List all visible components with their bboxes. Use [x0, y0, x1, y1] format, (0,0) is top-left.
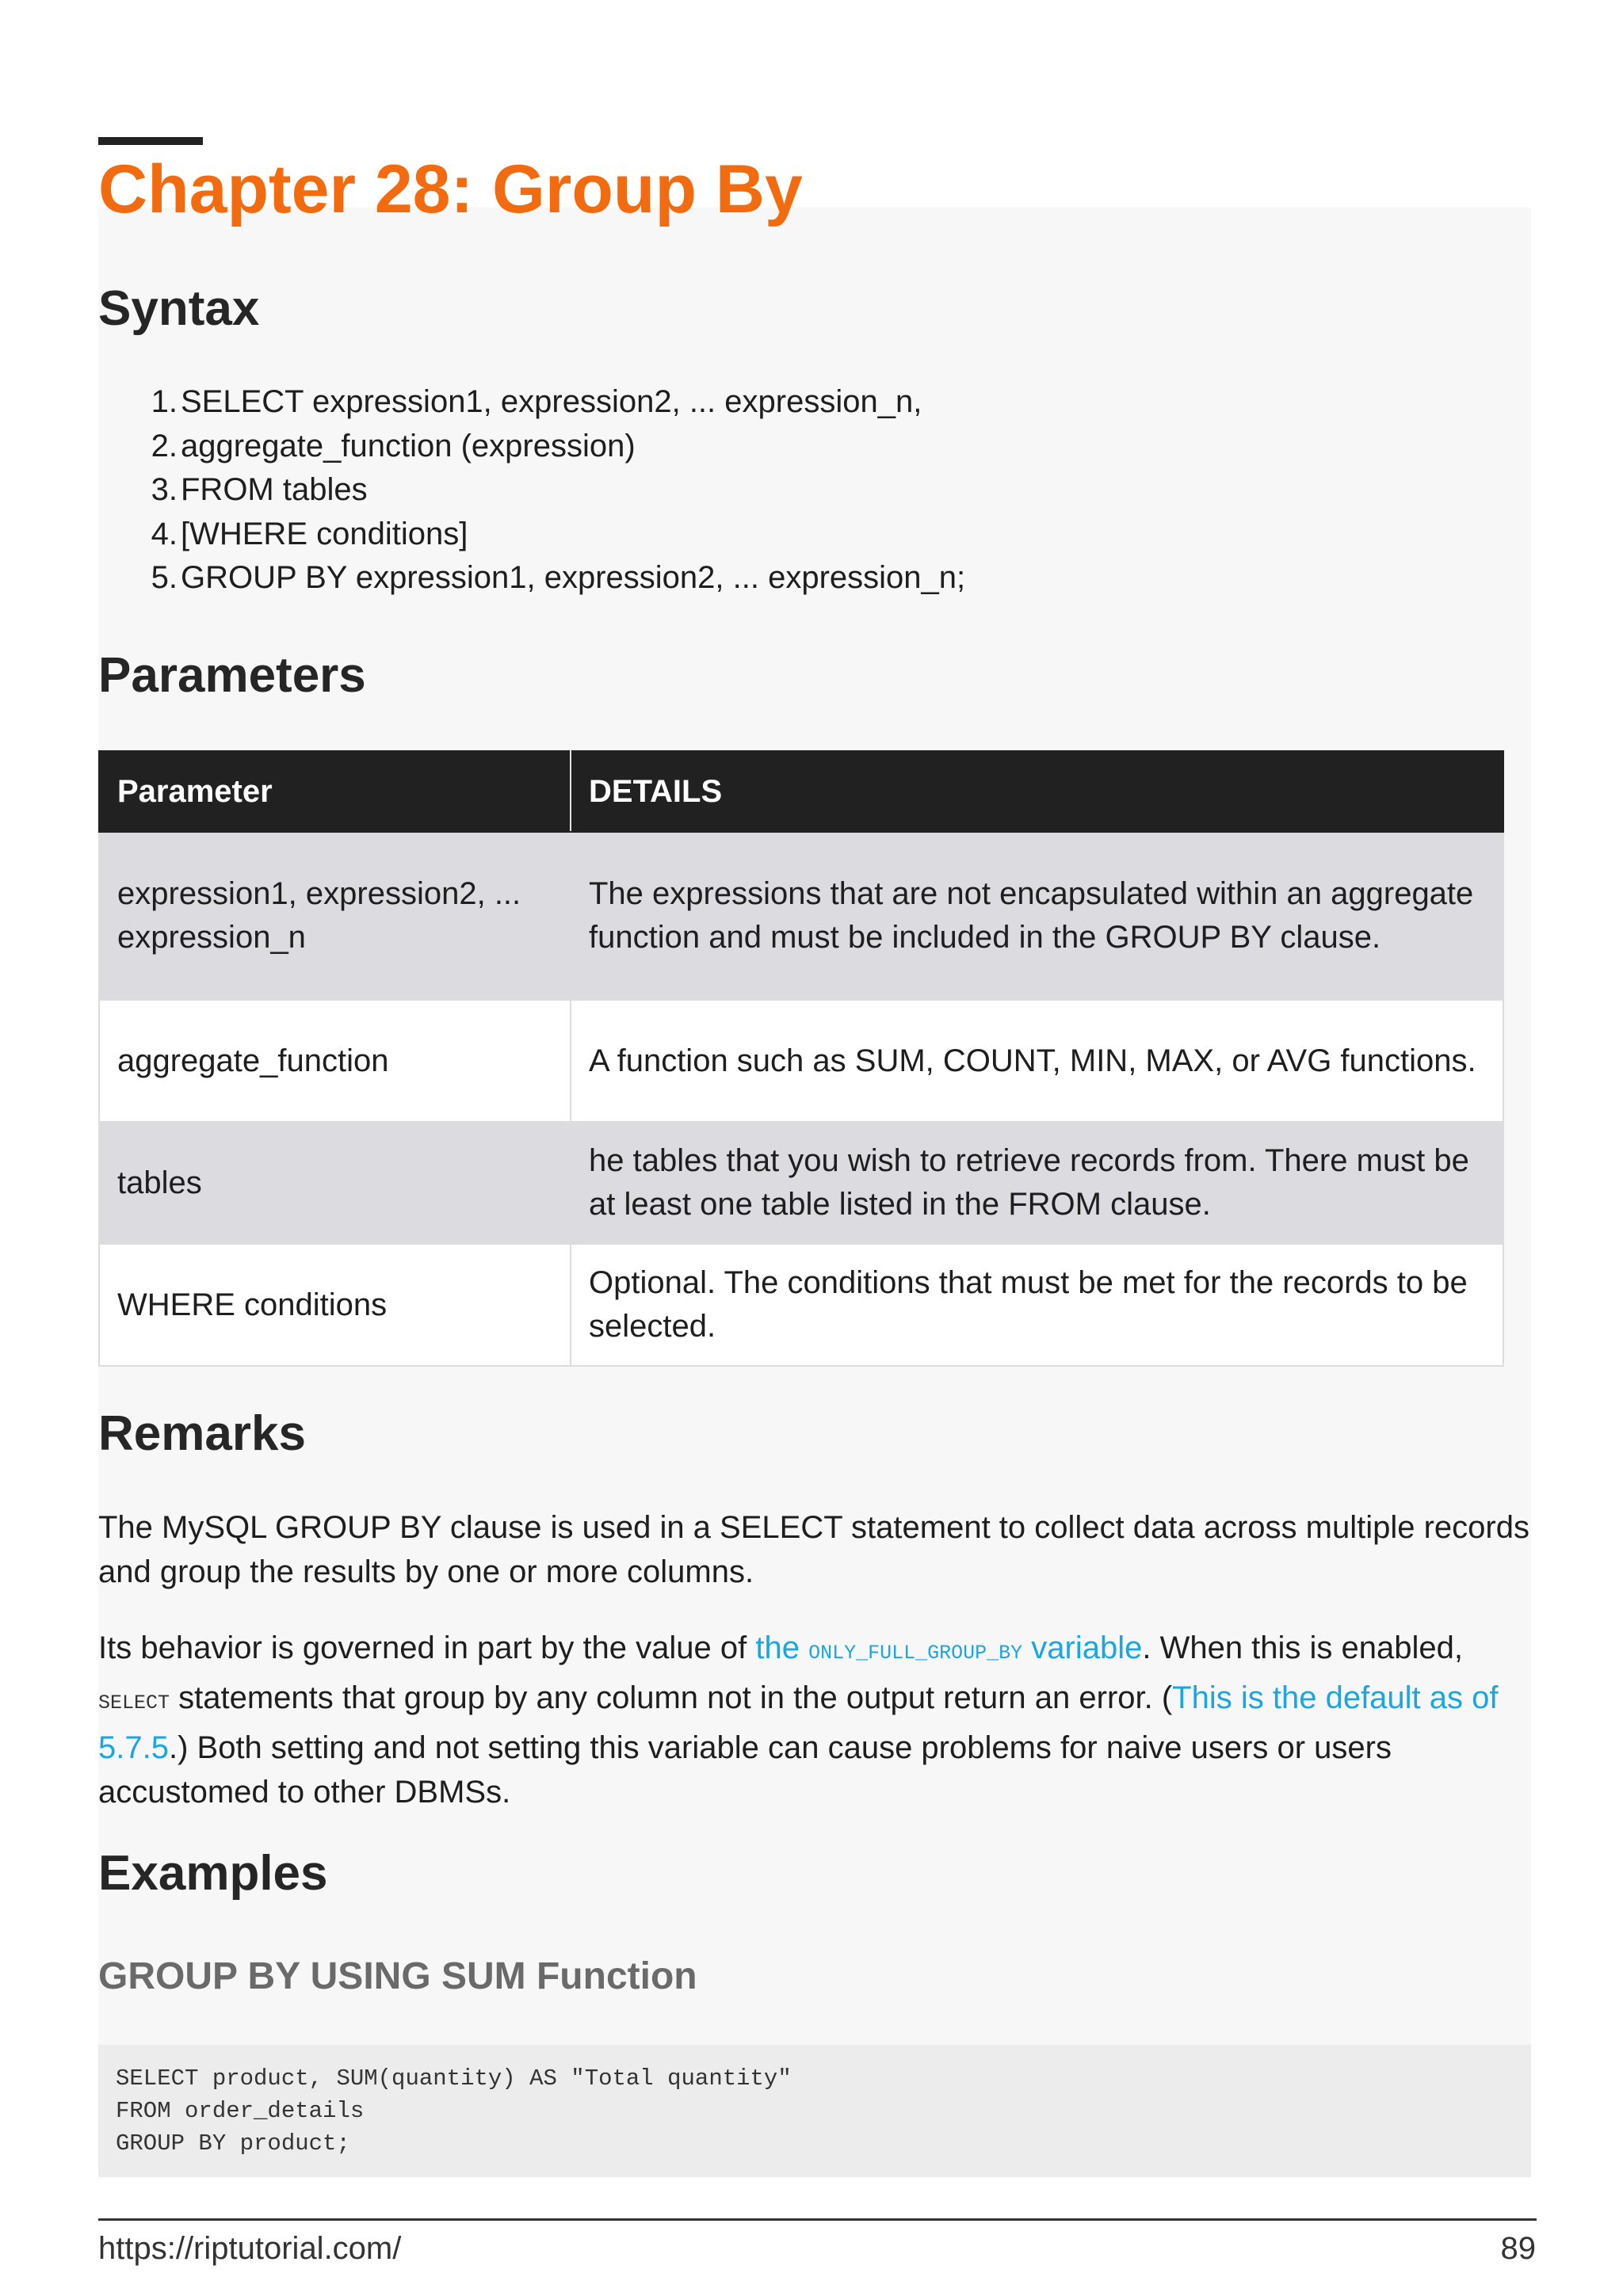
syntax-line: 1. SELECT expression1, expression2, ... expression_n,: [151, 384, 922, 419]
column-header-parameter: Parameter: [99, 751, 571, 832]
syntax-heading: Syntax: [98, 281, 260, 336]
page-number: 89: [1500, 2231, 1536, 2266]
example-subheading: GROUP BY USING SUM Function: [98, 1955, 697, 1997]
default-version-link[interactable]: This is the default as of 5.7.5: [98, 1680, 1499, 1765]
table-row: [99, 832, 1503, 1000]
syntax-list: [98, 380, 965, 601]
syntax-line: 4. [WHERE conditions]: [151, 516, 468, 551]
only-full-group-by-link[interactable]: the ONLY_FULL_GROUP_BY variable: [755, 1630, 1143, 1665]
table-row: [99, 1122, 1503, 1244]
parameters-table: [98, 750, 1504, 1367]
syntax-line: 2. aggregate_function (expression): [151, 428, 636, 463]
parameters-heading: Parameters: [98, 648, 366, 703]
param-cell: tables: [99, 1122, 571, 1244]
chapter-rule: [98, 137, 203, 145]
table-row: [99, 1000, 1503, 1122]
details-cell: The expressions that are not encapsulated within an aggregate function and must be included in the GROUP BY clause.: [571, 832, 1503, 1000]
footer-rule: [98, 2218, 1537, 2221]
code-block: SELECT product, SUM(quantity) AS "Total quantity" FROM order_details GROUP BY product;: [98, 2045, 1531, 2177]
syntax-line: 5. GROUP BY expression1, expression2, ... expression_n;: [151, 560, 966, 595]
details-cell: Optional. The conditions that must be met for the records to be selected.: [571, 1244, 1503, 1366]
column-header-details: DETAILS: [571, 751, 1503, 832]
remarks-paragraph-2: Its behavior is governed in part by the value of the ONLY_FULL_GROUP_BY variable. When this is enabled, SELECT statements that group by any column not in the output return an error. (This is the default as of 5.7.5.) Both setting and not setting this variable can cause problems for naive users or users accustomed to other DBMSs.: [98, 1630, 1499, 1810]
inline-code-select: SELECT: [98, 1691, 170, 1714]
examples-heading: Examples: [98, 1846, 328, 1901]
table-header-row: [99, 751, 1503, 832]
syntax-line: 3. FROM tables: [151, 472, 368, 507]
details-cell: A function such as SUM, COUNT, MIN, MAX, or AVG functions.: [571, 1000, 1503, 1122]
details-cell: he tables that you wish to retrieve records from. There must be at least one table listed in the FROM clause.: [571, 1122, 1503, 1244]
remarks-paragraph-1: The MySQL GROUP BY clause is used in a SELECT statement to collect data across multiple records and group the results by one or more columns.: [98, 1510, 1529, 1589]
remarks-heading: Remarks: [98, 1406, 306, 1461]
param-cell: aggregate_function: [99, 1000, 571, 1122]
footer-url: https://riptutorial.com/: [98, 2231, 402, 2266]
param-cell: expression1, expression2, ... expression_n: [99, 832, 571, 1000]
table-row: [99, 1244, 1503, 1366]
param-cell: WHERE conditions: [99, 1244, 571, 1366]
chapter-title: Chapter 28: Group By: [98, 151, 803, 227]
